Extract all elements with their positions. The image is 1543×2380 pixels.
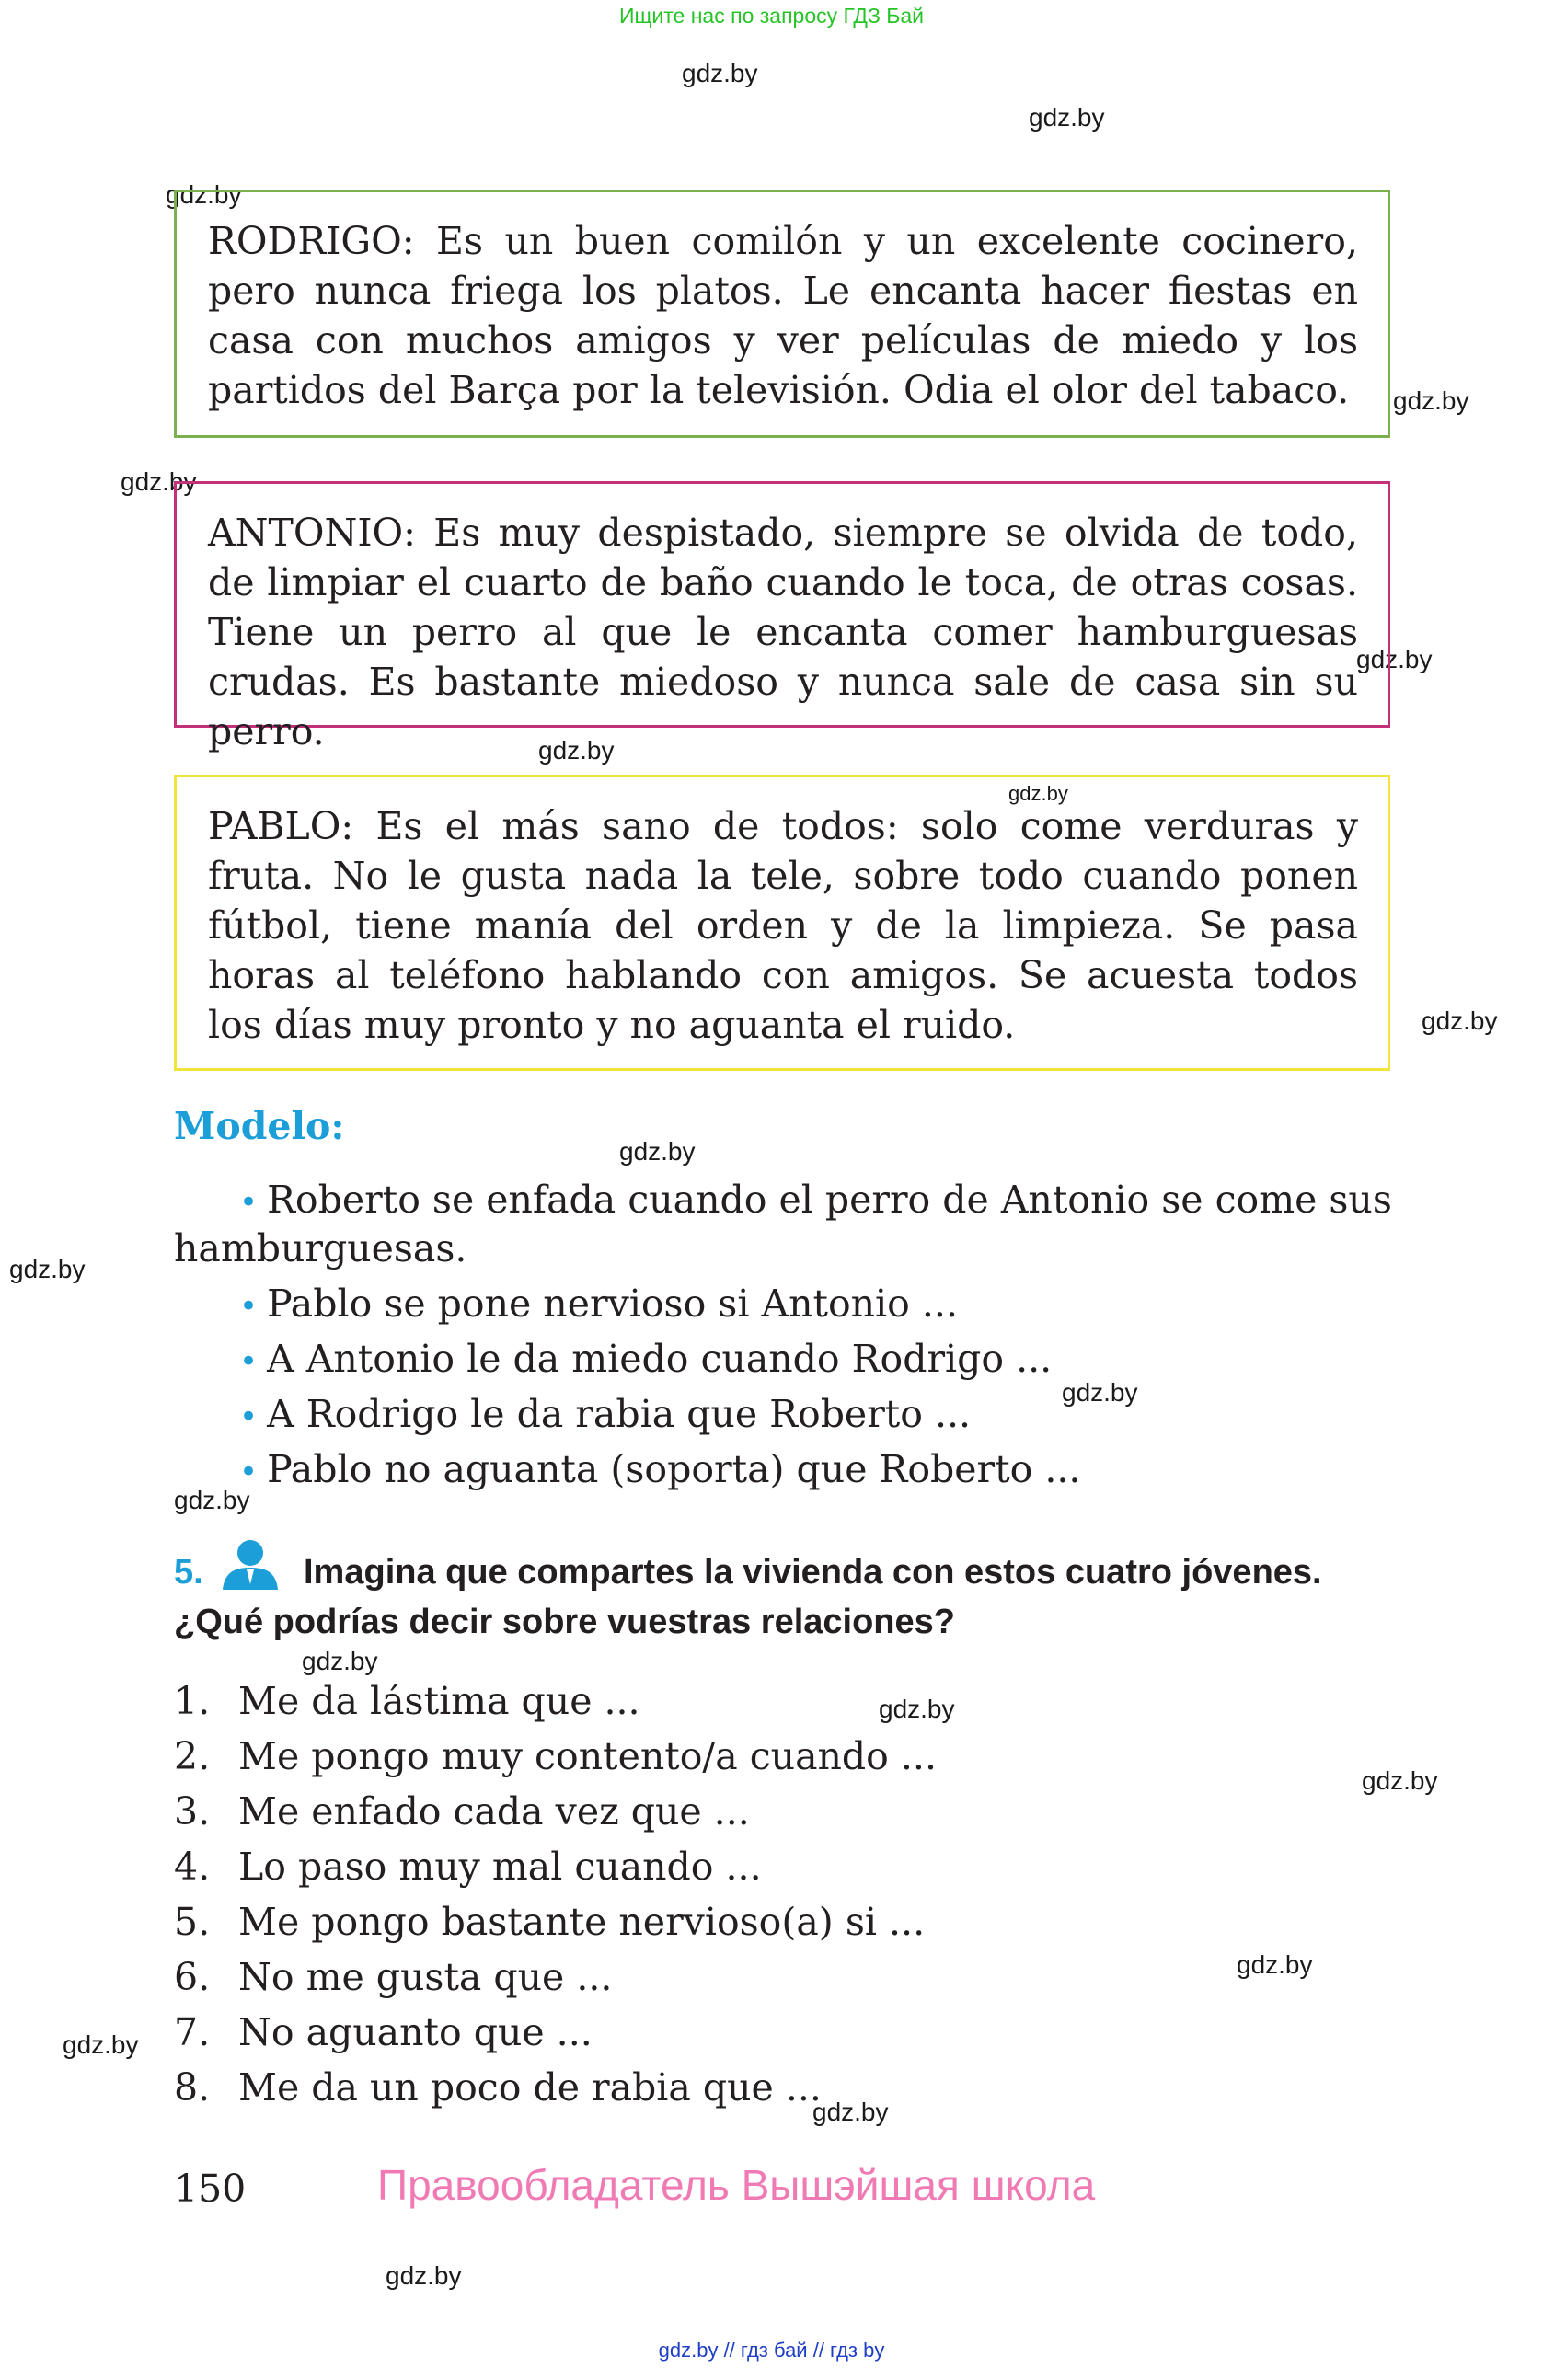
modelo-item	[239, 1178, 1392, 1222]
watermark: gdz.by	[1029, 103, 1105, 132]
modelo-item-text: Pablo se pone nervioso si Antonio ...	[267, 1282, 958, 1326]
watermark: gdz.by	[1008, 782, 1068, 805]
rodrigo-box	[174, 190, 1390, 438]
item-text: No me gusta que ...	[238, 1955, 613, 1999]
watermark: gdz.by	[1422, 1006, 1498, 1035]
bullet-icon: •	[239, 1343, 259, 1380]
list-item	[174, 2010, 593, 2054]
list-item	[174, 1900, 925, 1944]
item-text: Me da un poco de rabia que ...	[238, 2065, 822, 2110]
page-number: 150	[174, 2167, 247, 2211]
item-text: Me enfado cada vez que ...	[238, 1789, 750, 1834]
item-number: 6.	[174, 1955, 211, 1999]
modelo-item-text: A Antonio le da miedo cuando Rodrigo ...	[267, 1337, 1053, 1381]
item-text: Me pongo muy contento/a cuando ...	[238, 1734, 937, 1778]
watermark: gdz.by	[121, 467, 197, 496]
item-text: Me pongo bastante nervioso(a) si ...	[238, 1900, 926, 1944]
top-note: Ищите нас по запросу ГДЗ Бай	[618, 4, 925, 28]
bullet-icon: •	[239, 1288, 259, 1325]
item-text: Me da lástima que ...	[238, 1679, 640, 1723]
modelo-item	[239, 1337, 1052, 1381]
list-item	[174, 1734, 937, 1778]
item-number: 3.	[174, 1789, 211, 1834]
item-text: No aguanto que ...	[238, 2010, 593, 2054]
watermark: gdz.by	[879, 1695, 955, 1723]
list-item	[174, 1789, 750, 1834]
item-text: Lo paso muy mal cuando ...	[238, 1845, 762, 1889]
modelo-item	[239, 1392, 971, 1436]
rights-holder: Правообладатель Вышэйшая школа	[377, 2161, 1096, 2209]
modelo-item-text: Pablo no aguanta (soporta) que Roberto ...	[267, 1447, 1081, 1491]
watermark: gdz.by	[1393, 386, 1469, 415]
pablo-box	[174, 775, 1390, 1071]
watermark: gdz.by	[1237, 1950, 1313, 1979]
item-number: 7.	[174, 2010, 211, 2054]
modelo-item-text: Roberto se enfada cuando el perro de Antonio se come sus	[267, 1178, 1392, 1222]
item-number: 1.	[174, 1679, 211, 1723]
exercise-number: 5.	[174, 1553, 203, 1592]
pablo-description: PABLO: Es el más sano de todos: solo come verduras y fruta. No le gusta nada la tele, sobre todo cuando ponen fútbol, tiene manía del orden y de la limpieza. Se pasa horas al teléfono hablando con amigos. Se acuesta todos los días muy pronto y no aguanta el ruido.	[208, 804, 1358, 1047]
modelo-heading: Modelo:	[174, 1104, 345, 1148]
list-item	[174, 1955, 612, 1999]
watermark: gdz.by	[1062, 1378, 1138, 1407]
footer-links: gdz.by // гдз бай // гдз by	[658, 2339, 885, 2362]
list-item	[174, 2065, 822, 2110]
watermark: gdz.by	[812, 2098, 889, 2126]
modelo-item	[239, 1447, 1080, 1491]
watermark: gdz.by	[538, 736, 615, 765]
exercise-prompt: Imagina que compartes la vivienda con estos cuatro jóvenes.	[304, 1553, 1322, 1592]
watermark: gdz.by	[682, 59, 758, 87]
modelo-item	[239, 1282, 958, 1326]
watermark: gdz.by	[619, 1137, 696, 1166]
item-number: 4.	[174, 1845, 211, 1889]
watermark: gdz.by	[63, 2030, 139, 2059]
modelo-item-continuation: hamburguesas.	[174, 1226, 467, 1270]
watermark: gdz.by	[302, 1647, 378, 1675]
item-number: 8.	[174, 2065, 211, 2110]
watermark: gdz.by	[9, 1255, 86, 1283]
antonio-description: ANTONIO: Es muy despistado, siempre se olvida de todo, de limpiar el cuarto de baño cuando le toca, de otras cosas. Tiene un perro al que le encanta comer hamburguesas crudas. Es bastante miedoso y nunca sale de casa sin su perro.	[208, 511, 1358, 753]
exercise-prompt: ¿Qué podrías decir sobre vuestras relaciones?	[174, 1603, 955, 1641]
watermark: gdz.by	[1362, 1766, 1438, 1795]
bullet-icon: •	[239, 1398, 259, 1435]
list-item	[174, 1845, 762, 1889]
rodrigo-description: RODRIGO: Es un buen comilón y un excelente cocinero, pero nunca friega los platos. Le encanta hacer fiestas en casa con muchos amigos y ver películas de miedo y los partidos del Barça por la televisión. Odia el olor del tabaco.	[208, 219, 1358, 412]
item-number: 2.	[174, 1734, 211, 1778]
watermark: gdz.by	[1356, 645, 1433, 673]
modelo-item-text: A Rodrigo le da rabia que Roberto ...	[267, 1392, 972, 1436]
watermark: gdz.by	[166, 180, 242, 209]
bullet-icon: •	[239, 1454, 259, 1490]
item-number: 5.	[174, 1900, 211, 1944]
person-icon	[221, 1538, 280, 1592]
watermark: gdz.by	[174, 1486, 250, 1514]
watermark: gdz.by	[386, 2261, 462, 2290]
list-item	[174, 1679, 640, 1723]
bullet-icon: •	[239, 1184, 259, 1221]
